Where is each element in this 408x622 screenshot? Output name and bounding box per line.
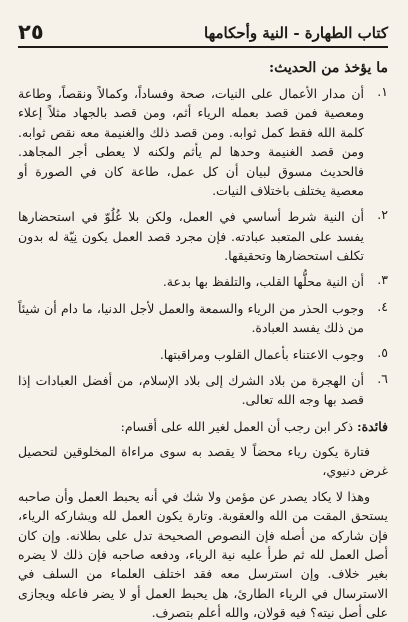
list-item [18,345,388,364]
page-content [18,60,388,622]
page-header [18,8,388,48]
list-item [18,207,388,265]
list-item [18,371,388,410]
item-text: أن الهجرة من بلاد الشرك إلى بلاد الإسلام، من أفضل العبادات إذا قصد بها وجه الله تعالى. [18,372,364,408]
item-text: وجوب الاعتناء بأعمال القلوب ومراقبتها. [159,346,364,362]
item-number: ٢. [377,207,388,223]
item-text: أن النية شرط أساسي في العمل، ولكن بلا غُلُوّ في استحضارها يفسد على المتعبد عبادته. فإن مجرد قصد العمل يكون نِيّة له بدون تكلف استحضارها وتحقيقها. [18,209,364,263]
item-number: ٣. [377,272,388,288]
list-item [18,84,388,200]
list-item [18,299,388,338]
faida-block [18,417,388,622]
faida-intro: ذكر ابن رجب أن العمل لغير الله على أقسام: [120,418,354,434]
list-item [18,272,388,291]
item-number: ٤. [377,298,388,314]
item-number: ١. [377,84,388,99]
item-text: أن مدار الأعمال على النيات، صحة وفساداً، وكمالاً ونقصاً، وطاعة ومعصية فمن قصد بعمله الرياء أثم، ومن قصد بالجهاد مثلاً إعلاء كلمة الله فقط كمل ثوابه. ومن قصد ذلك والغنيمة معه نقص ثوابه. ومن قصد الغنيمة وحدها لم يأثم ولكنه لا يعطى أجر المجاهد. فالحديث مسوق لبيان أن كل عمل، طاعة كان في الصورة أو معصية يختلف باختلاف النيات. [18,86,364,198]
faida-paragraph: وهذا لا يكاد يصدر عن مؤمن ولا شك في أنه يحبط العمل وأن صاحبه يستحق المقت من الله والعقوبة. وتارة يكون العمل لله ويشاركه الرياء، فإن شاركه من أصله فإن النصوص الصحيحة تدل على بطلانه. وإن كان أصل العمل لله ثم طرأ عليه نية الرياء، ودفعه صاحبه فإن ذلك لا يضره بغير خلاف. وإن استرسل معه فقد اختلف العلماء من السلف في الاسترسال في الرياء الطارئ، هل يحبط العمل أو لا يضر فاعله ويجازى على أصل نيته؟ فيه قولان، والله أعلم بتصرف. [18,488,388,620]
faida-paragraph: فتارة يكون رياء محضاً لا يقصد به سوى مراءاة المخلوقين لتحصيل غرض دنيوي، [18,444,388,479]
faida-label: فائدة: [357,418,388,434]
item-number: ٥. [377,344,388,360]
item-number: ٦. [377,370,388,386]
item-text: أن النية محلُّها القلب، والتلفظ بها بدعة. [162,274,364,290]
chapter-title: كتاب الطهارة - النية وأحكامها [204,24,388,42]
section-heading: ما يؤخذ من الحديث: [268,60,388,76]
page-number: ٢٥ [18,20,44,44]
item-text: وجوب الحذر من الرياء والسمعة والعمل لأجل الدنيا، ما دام أن شيئاً من ذلك يفسد العبادة. [18,300,364,336]
